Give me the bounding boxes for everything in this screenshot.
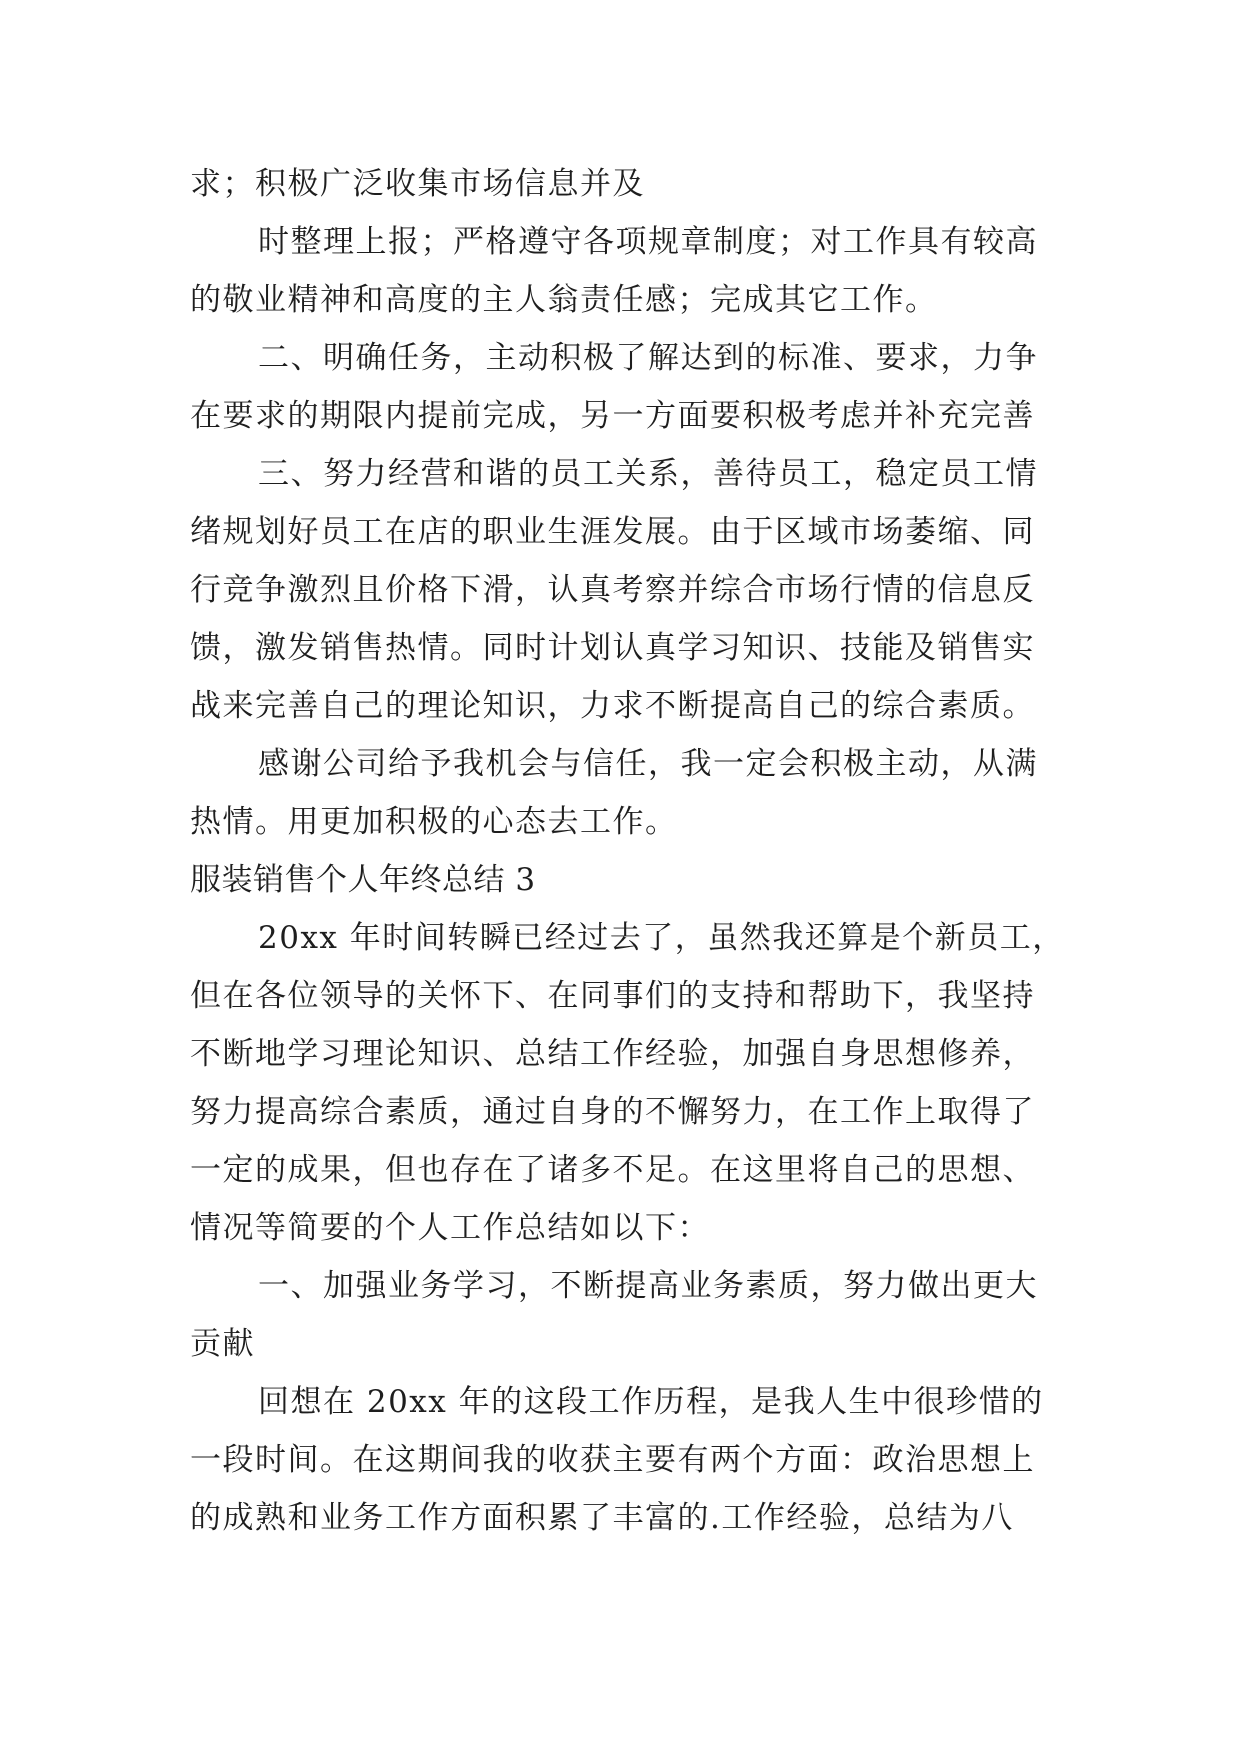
text-line: 馈，激发销售热情。同时计划认真学习知识、技能及销售实 bbox=[190, 630, 1035, 666]
text-line: 但在各位领导的关怀下、在同事们的支持和帮助下，我坚持 bbox=[190, 978, 1035, 1014]
text-line: 热情。用更加积极的心态去工作。 bbox=[190, 804, 678, 840]
text-line: 回想在 20xx 年的这段工作历程，是我人生中很珍惜的 bbox=[258, 1384, 1044, 1420]
document-body bbox=[190, 155, 1070, 1547]
text-line: 一定的成果，但也存在了诸多不足。在这里将自己的思想、 bbox=[190, 1152, 1035, 1188]
section-heading: 服装销售个人年终总结 3 bbox=[190, 862, 536, 898]
text-line: 不断地学习理论知识、总结工作经验，加强自身思想修养， bbox=[190, 1036, 1035, 1072]
text-line: 行竞争激烈且价格下滑，认真考察并综合市场行情的信息反 bbox=[190, 572, 1035, 608]
text-line: 感谢公司给予我机会与信任，我一定会积极主动，从满 bbox=[258, 746, 1038, 782]
text-line: 绪规划好员工在店的职业生涯发展。由于区域市场萎缩、同 bbox=[190, 514, 1035, 550]
text-line: 贡献 bbox=[190, 1326, 255, 1362]
text-line: 20xx 年时间转瞬已经过去了，虽然我还算是个新员工， bbox=[258, 920, 1065, 956]
text-line: 战来完善自己的理论知识，力求不断提高自己的综合素质。 bbox=[190, 688, 1035, 724]
text-line: 时整理上报；严格遵守各项规章制度；对工作具有较高 bbox=[258, 224, 1038, 260]
text-line: 在要求的期限内提前完成，另一方面要积极考虑并补充完善 bbox=[190, 398, 1035, 434]
text-line: 的敬业精神和高度的主人翁责任感；完成其它工作。 bbox=[190, 282, 938, 318]
text-line: 求；积极广泛收集市场信息并及 bbox=[190, 166, 645, 202]
text-line: 的成熟和业务工作方面积累了丰富的.工作经验，总结为八 bbox=[190, 1500, 1014, 1536]
text-line: 一段时间。在这期间我的收获主要有两个方面：政治思想上 bbox=[190, 1442, 1035, 1478]
text-line: 三、努力经营和谐的员工关系，善待员工，稳定员工情 bbox=[258, 456, 1038, 492]
text-line: 努力提高综合素质，通过自身的不懈努力，在工作上取得了 bbox=[190, 1094, 1035, 1130]
text-line: 一、加强业务学习，不断提高业务素质，努力做出更大 bbox=[258, 1268, 1038, 1304]
text-line: 二、明确任务，主动积极了解达到的标准、要求，力争 bbox=[258, 340, 1038, 376]
text-line: 情况等简要的个人工作总结如以下： bbox=[190, 1210, 710, 1246]
